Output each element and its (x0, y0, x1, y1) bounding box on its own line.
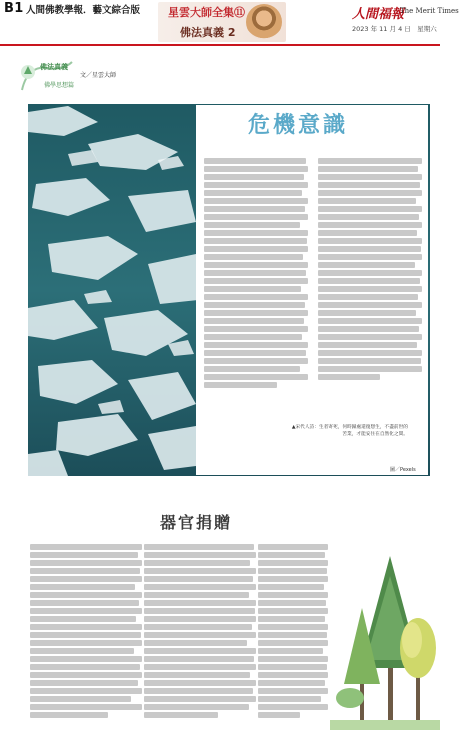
column-category: 佛學思想篇 (44, 82, 75, 89)
trees-illustration (330, 548, 440, 730)
series-banner-subtitle: 佛法真義 2 (180, 26, 236, 39)
issue-date: 2023 年 11 月 4 日 星期六 (352, 25, 437, 33)
page-number: B1 (4, 1, 24, 16)
photo-caption: ▲宋代人詩：生者寄死，何時歸處還復想生，不盡前世的苦業，才能安住在自然化之間。 (291, 425, 408, 437)
newspaper-logo-english: The Merit Times (400, 7, 459, 15)
second-article-column-3 (258, 544, 328, 719)
newspaper-logo: 人間福報 (352, 7, 405, 22)
photo-credit: 圖／Pexels (390, 467, 416, 473)
section-title: 人間佛教學報．藝文綜合版 (26, 5, 141, 16)
author-portrait (246, 4, 282, 40)
column-name: 佛法真義 (40, 63, 68, 71)
header-rule (0, 44, 440, 46)
second-article-column-2 (144, 544, 256, 719)
series-banner-title: 星雲大師全集⑪ (168, 6, 245, 19)
article-title: 危機意識 (248, 113, 349, 138)
second-article-column-1 (30, 544, 142, 719)
article-body-column-1 (204, 158, 308, 392)
second-article-title: 器官捐贈 (160, 513, 233, 532)
byline: 文／星雲大師 (80, 72, 117, 79)
